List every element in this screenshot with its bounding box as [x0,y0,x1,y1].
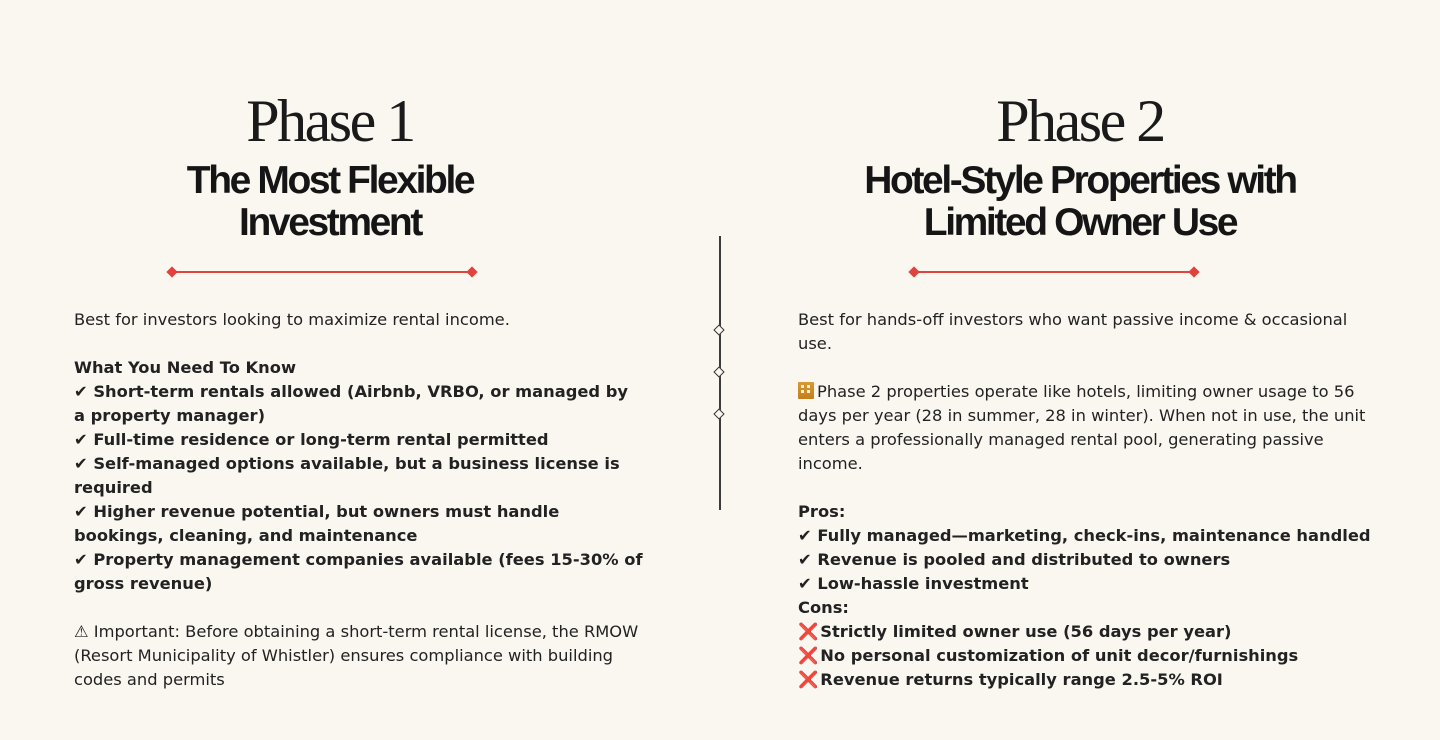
phase-2-subtitle-line-1: Hotel-Style Properties with [864,159,1296,202]
phase-2-subtitle [720,160,1440,244]
checkmark-icon: ✔ [798,526,812,545]
cons-heading: Cons: [798,598,849,617]
checkmark-icon: ✔ [798,574,812,593]
phase-1-important-note: ⚠ Important: Before obtaining a short-term rental license, the RMOW (Resort Municipality of Whistler) ensures compliance with building codes and permits [74,622,639,689]
phase-1-title: Phase 1 [246,88,414,154]
hotel-building-icon [798,382,814,399]
checkmark-icon: ✔ [74,550,88,569]
list-item: ✔ Short-term rentals allowed (Airbnb, VRBO, or managed by a property manager) [74,382,628,425]
phase-1-subtitle-line-2: Investment [239,201,421,244]
phase-2-description: Phase 2 properties operate like hotels, limiting owner usage to 56 days per year (28 in summer, 28 in winter). When not in use, the unit enters a professionally managed rental pool, generating passive income. [798,382,1366,473]
cross-icon: ❌ [798,622,819,641]
list-item: ❌ Revenue returns typically range 2.5-5% ROI [798,670,1223,689]
warning-icon: ⚠ [74,622,89,641]
phase-1-column [0,0,660,740]
list-item: ✔ Low-hassle investment [798,574,1029,593]
list-item: ✔ Higher revenue potential, but owners must handle bookings, cleaning, and maintenance [74,502,560,545]
phase-1-accent-rule [168,266,476,278]
list-item: ✔ Self-managed options available, but a business license is required [74,454,620,497]
cross-icon: ❌ [798,646,819,665]
list-item: ✔ Property management companies available (fees 15-30% of gross revenue) [74,550,643,593]
list-item: ✔ Full-time residence or long-term rental permitted [74,430,549,449]
phase-2-subtitle-line-2: Limited Owner Use [923,201,1237,244]
checkmark-icon: ✔ [74,454,88,473]
phase-2-body [798,308,1378,692]
phase-1-intro: Best for investors looking to maximize rental income. [74,310,510,329]
phase-2-column [720,0,1440,740]
phase-2-title: Phase 2 [996,88,1164,154]
checkmark-icon: ✔ [74,382,88,401]
phase-1-body [74,308,644,692]
checkmark-icon: ✔ [798,550,812,569]
pros-heading: Pros: [798,502,846,521]
list-item: ✔ Fully managed—marketing, check-ins, maintenance handled [798,526,1371,545]
phase-2-intro: Best for hands-off investors who want passive income & occasional use. [798,310,1348,353]
checkmark-icon: ✔ [74,430,88,449]
list-item: ❌ Strictly limited owner use (56 days per year) [798,622,1232,641]
phase-2-accent-rule [910,266,1198,278]
list-item: ✔ Revenue is pooled and distributed to owners [798,550,1231,569]
phase-1-heading: What You Need To Know [74,358,296,377]
phase-1-subtitle [0,160,660,244]
list-item: ❌ No personal customization of unit decor/furnishings [798,646,1299,665]
cross-icon: ❌ [798,670,819,689]
checkmark-icon: ✔ [74,502,88,521]
phase-1-subtitle-line-1: The Most Flexible [186,159,474,202]
